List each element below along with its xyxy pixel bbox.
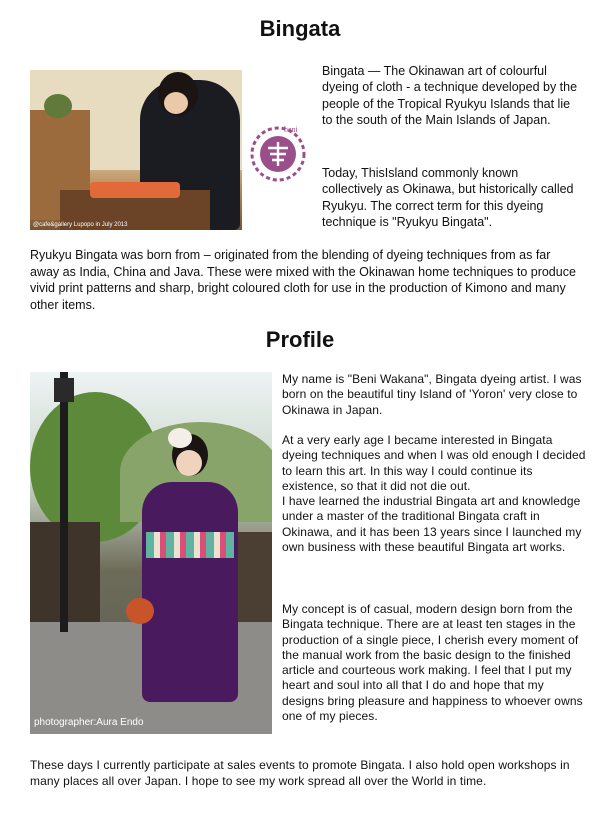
photo-lamp <box>54 378 74 402</box>
photo-bag <box>126 598 154 624</box>
profile-paragraph-1: My name is "Beni Wakana", Bingata dyeing artist. I was born on the beautiful tiny Island of 'Yoron' very close to Okinawa in Japan. <box>282 372 582 417</box>
photo-face <box>176 450 202 476</box>
profile-title: Profile <box>265 327 335 352</box>
intro-paragraph-1: Bingata — The Okinawan art of colourful dyeing of cloth - a technique developed by the people of the Tropical Ryukyu Islands that lie to the south of the Main Islands of Japan. <box>322 64 578 127</box>
profile-paragraph-3: My concept is of casual, modern design born from the Bingata technique. There are at least ten stages in the production of a single piece, I cherish every moment of the manual work from the basic design to the finished article and courteous work making. I feel that I put my heart and soul into all that I do and hope that my designs bring pleasure and happiness to whoever owns one of my pieces. <box>282 602 583 724</box>
photographer-credit: photographer:Aura Endo <box>34 717 144 728</box>
photo-cloth <box>90 182 180 198</box>
intro-paragraph-2: Today, ThisIsland commonly known collectively as Okinawa, but historically called Ryukyu. The correct term for this dyeing technique is "Ryukyu Bingata". <box>322 166 574 229</box>
beni-seal-logo <box>246 122 310 182</box>
photo-plant <box>44 94 72 118</box>
kimono-portrait-photo <box>30 372 272 734</box>
photo-lamp-pole <box>60 372 68 632</box>
photo-hair-flower <box>168 428 192 448</box>
profile-paragraph-2: At a very early age I became interested in Bingata dyeing techniques and when I was old enough I decided to learn this art. In this way I could continue its existence, so that it did not die out. I have learned the industrial Bingata art and knowledge under a master of the traditional Bingata craft in Okinawa, and it has been 13 years since I launched my own business with these beautiful Bingata art works. <box>282 433 586 555</box>
artist-at-work-photo <box>30 70 242 230</box>
seal-text: beni <box>284 125 298 134</box>
photo-kimono <box>142 482 238 702</box>
photo-credit: @cafe&gallery Lupopo in July 2013 <box>33 222 128 228</box>
intro-paragraph-3: Ryukyu Bingata was born from – originated from the blending of dyeing techniques from as far away as India, China and Java. These were mixed with the Okinawan home techniques to produce vivid print patterns and sharp, bright coloured cloth for use in the production of Kimono and many other items. <box>30 248 576 312</box>
photo-obi <box>146 532 234 558</box>
page-title: Bingata <box>259 16 341 41</box>
photo-artist-face <box>164 92 188 114</box>
profile-paragraph-4: These days I currently participate at sales events to promote Bingata. I also hold open workshops in many places all over Japan. I hope to see my work spread all over the World in time. <box>30 758 570 788</box>
